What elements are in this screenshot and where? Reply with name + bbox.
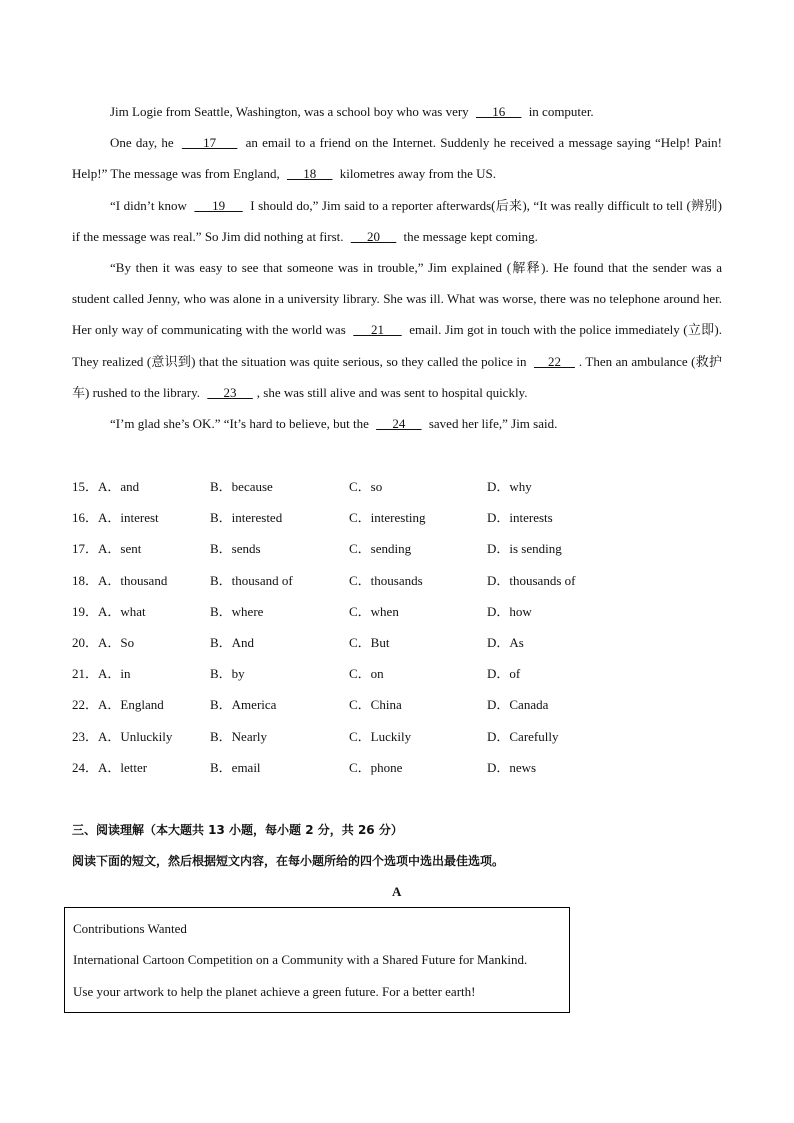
passage-paragraph-2: One day, he 17 an email to a friend on the Internet. Suddenly he received a message saying “Help! Pain! Help!” The message was from England, 18 kilometres away from the US. [72, 135, 723, 182]
option-row-23 [72, 721, 722, 752]
blank-19: 19 [194, 197, 243, 213]
option-d: D．interests [487, 510, 553, 526]
option-b: B．Nearly [210, 728, 268, 744]
option-b: B．interested [210, 510, 283, 526]
option-d: D．Carefully [487, 728, 559, 744]
blank-17: 17 [181, 135, 238, 151]
option-a: 20．A．So [72, 634, 135, 650]
option-b: B．thousand of [210, 572, 293, 588]
notice-box [64, 907, 570, 1013]
option-c: C．phone [349, 759, 403, 775]
blank-23: 23 [207, 384, 253, 400]
option-d: D．news [487, 759, 537, 775]
option-d: D．why [487, 479, 532, 494]
blank-21: 21 [353, 322, 402, 338]
option-a: 16．A．interest [72, 510, 159, 526]
option-a: 21．A．in [72, 666, 131, 682]
option-c: C．thousands [349, 572, 423, 588]
option-row-24 [72, 752, 722, 783]
option-c: C．But [349, 634, 390, 650]
option-d: D．is sending [487, 541, 562, 557]
options-list [72, 471, 722, 783]
blank-22: 22 [534, 353, 575, 369]
blank-20: 20 [350, 228, 397, 244]
option-c: C．China [349, 697, 402, 713]
section-instruction: 阅读下面的短文，然后根据短文内容，在每小题所给的四个选项中选出最佳选项。 [72, 854, 505, 868]
option-row-22 [72, 689, 722, 720]
blank-24: 24 [376, 416, 422, 432]
option-a: 24．A．letter [72, 759, 148, 775]
option-row-21 [72, 658, 722, 689]
option-c: C．interesting [349, 510, 426, 526]
option-c: C．so [349, 479, 383, 494]
passage-letter: A [392, 884, 402, 899]
passage-paragraph-1: Jim Logie from Seattle, Washington, was a school boy who was very 16 in computer. [110, 104, 594, 119]
option-b: B．sends [210, 541, 261, 557]
option-b: B．because [210, 479, 273, 494]
notice-line-2: International Cartoon Competition on a Community with a Shared Future for Mankind. [73, 952, 528, 967]
option-a: 22．A．England [72, 697, 164, 713]
option-row-20 [72, 627, 722, 658]
option-c: C．on [349, 666, 384, 682]
option-b: B．America [210, 697, 277, 713]
section-heading: 三、阅读理解（本大题共 13 小题，每小题 2 分，共 26 分） [72, 823, 403, 837]
notice-line-3: Use your artwork to help the planet achieve a green future. For a better earth! [73, 984, 476, 999]
option-row-15 [72, 471, 722, 502]
blank-18: 18 [286, 166, 333, 182]
option-d: D．As [487, 634, 524, 650]
option-a: 15．A．and [72, 479, 140, 494]
option-d: D．thousands of [487, 572, 576, 588]
option-c: C．Luckily [349, 728, 412, 744]
option-b: B．And [210, 634, 255, 650]
option-b: B．where [210, 603, 264, 619]
passage-paragraph-4: “By then it was easy to see that someone was in trouble,” Jim explained (解释). He found that the sender was a student called Jenny, who was alone in a university library. She was ill. What was worse, there was no telephone around her. Her only way of communicating with the world was 21 email. Jim got in touch with the police immediately (立即). They realized (意识到) that the situation was quite serious, so they called the police in 22 . Then an ambulance (救护车) rushed to the library. 23 , she was still alive and was sent to hospital quickly. [72, 260, 723, 400]
option-row-19 [72, 596, 722, 627]
option-b: B．email [210, 759, 261, 775]
option-row-17 [72, 533, 722, 564]
option-row-16 [72, 502, 722, 533]
option-b: B．by [210, 666, 245, 682]
option-a: 19．A．what [72, 603, 146, 619]
passage-paragraph-5: “I’m glad she’s OK.” “It’s hard to believe, but the 24 saved her life,” Jim said. [110, 416, 558, 432]
option-d: D．Canada [487, 697, 549, 713]
option-c: C．sending [349, 541, 412, 557]
option-a: 18．A．thousand [72, 572, 168, 588]
option-d: D．of [487, 666, 521, 682]
option-a: 17．A．sent [72, 541, 142, 557]
option-d: D．how [487, 603, 532, 619]
option-row-18 [72, 565, 722, 596]
notice-title: Contributions Wanted [73, 921, 187, 936]
option-c: C．when [349, 603, 399, 619]
passage-paragraph-3: “I didn’t know 19 I should do,” Jim said to a reporter afterwards(后来), “It was really difficult to tell (辨别) if the message was real.” So Jim did nothing at first. 20 the message kept coming. [72, 197, 722, 244]
blank-16: 16 [475, 104, 522, 119]
cloze-passage [72, 96, 722, 439]
option-a: 23．A．Unluckily [72, 728, 173, 744]
